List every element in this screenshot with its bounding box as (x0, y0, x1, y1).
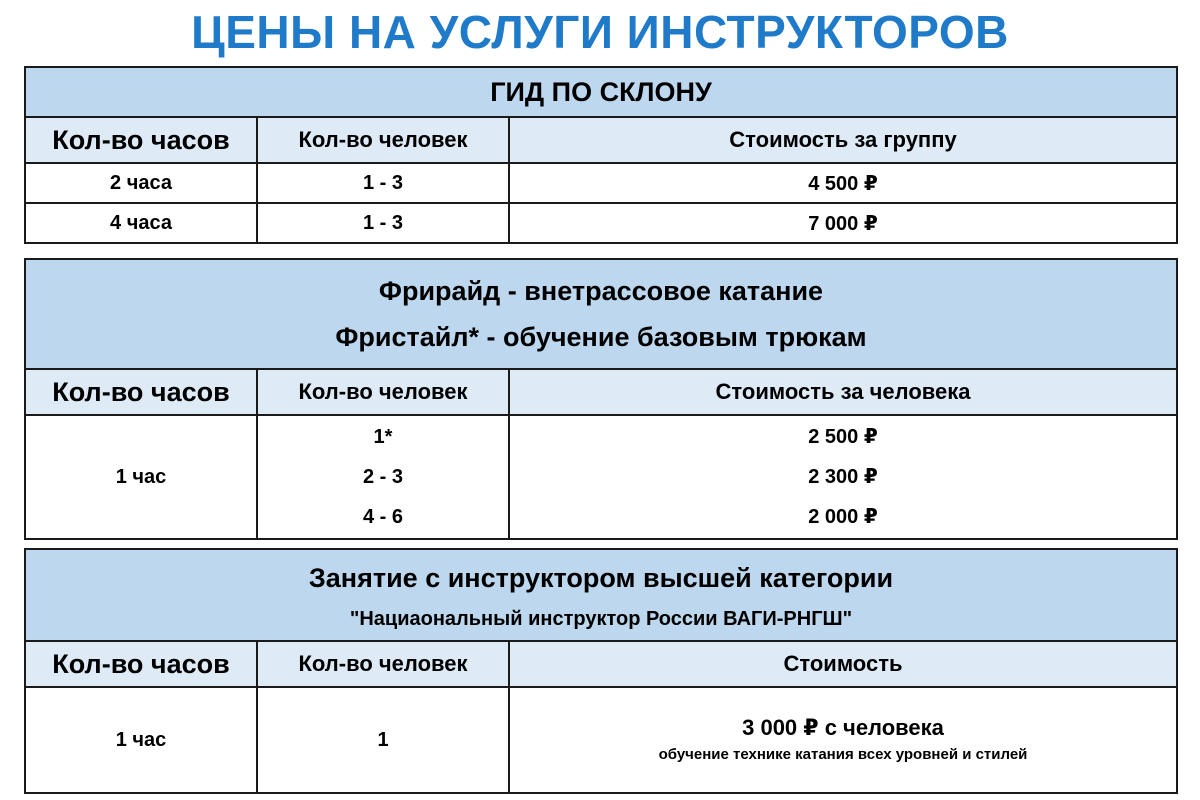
column-header-person-price: Стоимость за человека (509, 369, 1177, 415)
price-value: 2 500 ₽ (808, 426, 878, 448)
slope-guide-table (24, 66, 1178, 244)
column-header-hours: Кол-во часов (25, 641, 257, 687)
column-header-group-price: Стоимость за группу (509, 117, 1177, 163)
price-cell (509, 687, 1177, 793)
page-title: ЦЕНЫ НА УСЛУГИ ИНСТРУКТОРОВ (191, 6, 1009, 58)
price-value: 2 300 ₽ (808, 466, 878, 488)
price-cell: 4 500 ₽ (509, 163, 1177, 203)
section-subtitle: "Нациаональный инструктор России ВАГИ-РНГШ" (349, 608, 853, 630)
table-row (25, 163, 1177, 203)
people-value: 4 - 6 (362, 506, 404, 528)
section-title-slope-guide: ГИД ПО СКЛОНУ (25, 67, 1177, 117)
people-cell: 1 (257, 687, 509, 793)
people-cell: 1 - 3 (257, 203, 509, 243)
hours-cell: 2 часа (25, 163, 257, 203)
people-cell: 1 - 3 (257, 163, 509, 203)
people-cell (257, 415, 509, 539)
column-header-people: Кол-во человек (257, 369, 509, 415)
people-value: 2 - 3 (362, 466, 404, 488)
hours-cell: 4 часа (25, 203, 257, 243)
section-title-top-instructor (25, 549, 1177, 641)
column-header-price: Стоимость (509, 641, 1177, 687)
table-row (25, 687, 1177, 793)
price-value: 2 000 ₽ (808, 506, 878, 528)
column-header-hours: Кол-во часов (25, 117, 257, 163)
price-note: обучение технике катания всех уровней и стилей (658, 746, 1028, 763)
section-title-line-1: Фрирайд - внетрассовое катание (378, 276, 824, 306)
column-header-people: Кол-во человек (257, 117, 509, 163)
section-title-freeride-freestyle (25, 259, 1177, 369)
hours-cell: 1 час (25, 415, 257, 539)
top-instructor-table (24, 548, 1178, 794)
table-row (25, 415, 1177, 539)
price-cell (509, 415, 1177, 539)
column-header-hours: Кол-во часов (25, 369, 257, 415)
section-title-line-1: Занятие с инструктором высшей категории (308, 563, 894, 593)
freeride-freestyle-table (24, 258, 1178, 540)
price-cell: 7 000 ₽ (509, 203, 1177, 243)
column-header-people: Кол-во человек (257, 641, 509, 687)
table-row (25, 203, 1177, 243)
section-title-line-2: Фристайл* - обучение базовым трюкам (335, 322, 867, 352)
price-value: 3 000 ₽ с человека (742, 715, 944, 740)
people-value: 1* (373, 426, 393, 448)
hours-cell: 1 час (25, 687, 257, 793)
